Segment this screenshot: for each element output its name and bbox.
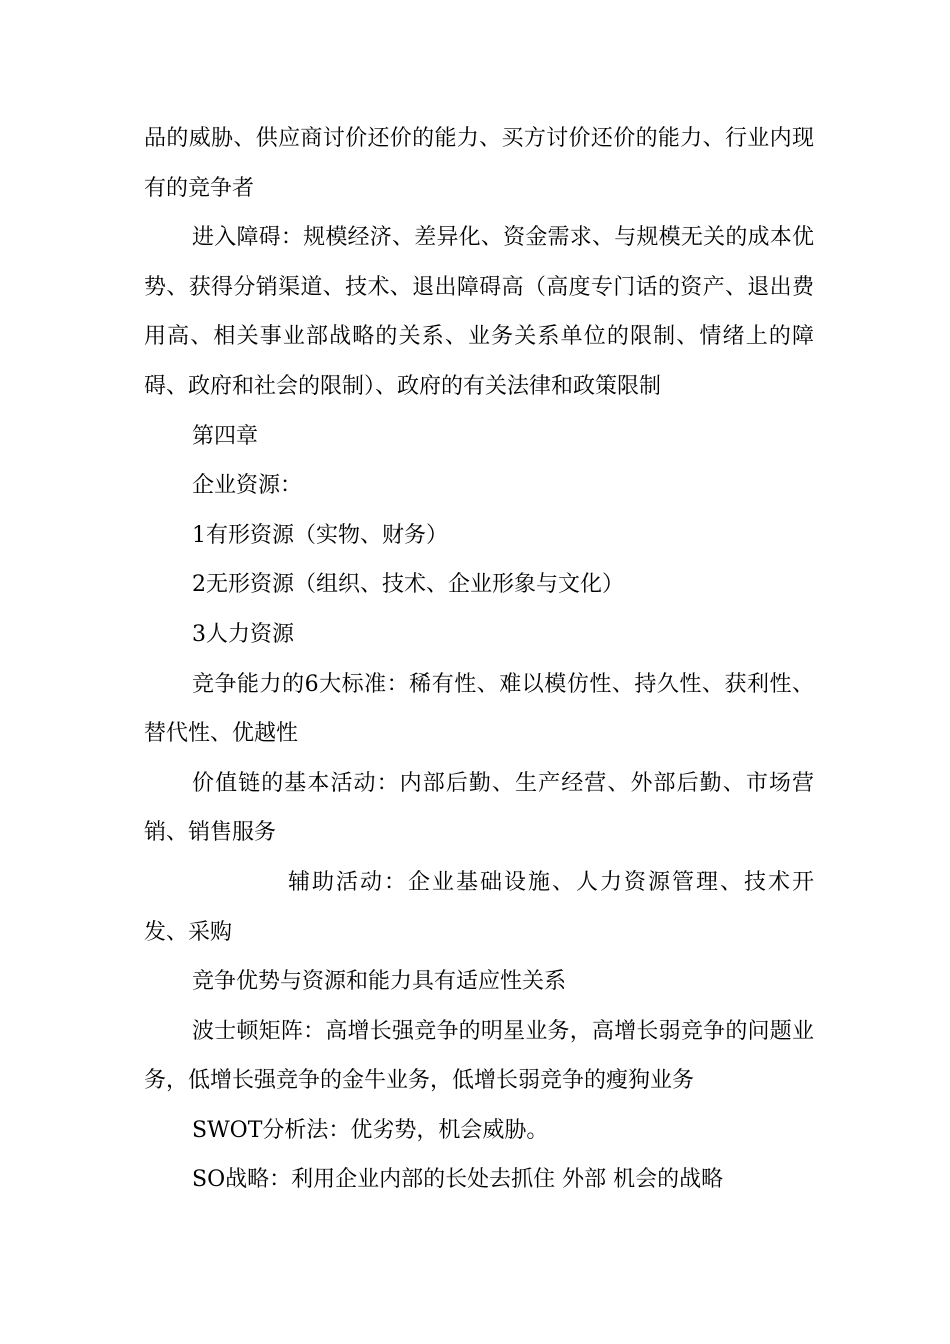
paragraph-competitive-advantage: 竞争优势与资源和能力具有适应性关系: [192, 969, 567, 995]
paragraph-swot: SWOT分析法：优劣势，机会威胁。: [192, 1117, 549, 1143]
paragraph-threats-continued: 品的威胁、供应商讨价还价的能力、买方讨价还价的能力、行业内现有的竞争者: [144, 126, 814, 201]
paragraph-entry-barriers: 进入障碍：规模经济、差异化、资金需求、与规模无关的成本优势、获得分销渠道、技术、退出障碍高（高度专门话的资产、退出费用高、相关事业部战略的关系、业务关系单位的限制、情绪上的障碍、政府和社会的限制）、政府的有关法律和政策限制: [144, 225, 814, 399]
chapter-heading: 第四章: [192, 423, 259, 449]
document-body: [144, 114, 814, 1205]
paragraph-so-strategy: SO战略：利用企业内部的长处去抓住 外部 机会的战略: [192, 1167, 724, 1193]
paragraph-value-chain-support: 辅助活动：企业基础设施、人力资源管理、技术开发、采购: [144, 869, 814, 945]
paragraph-value-chain-primary: 价值链的基本活动：内部后勤、生产经营、外部后勤、市场营销、销售服务: [144, 770, 814, 846]
paragraph-enterprise-resources: 企业资源：: [192, 473, 303, 499]
paragraph-bcg-matrix: 波士顿矩阵：高增长强竞争的明星业务，高增长弱竞争的问题业务，低增长强竞争的金牛业务，低增长弱竞争的瘦狗业务: [144, 1018, 814, 1094]
list-item-intangible-resources: 2无形资源（组织、技术、企业形象与文化）: [192, 572, 624, 598]
list-item-tangible-resources: 1有形资源（实物、财务）: [192, 522, 448, 548]
paragraph-competitive-standards: 竞争能力的6大标准：稀有性、难以模仿性、持久性、获利性、替代性、优越性: [144, 671, 814, 747]
list-item-human-resources: 3人力资源: [192, 621, 294, 647]
